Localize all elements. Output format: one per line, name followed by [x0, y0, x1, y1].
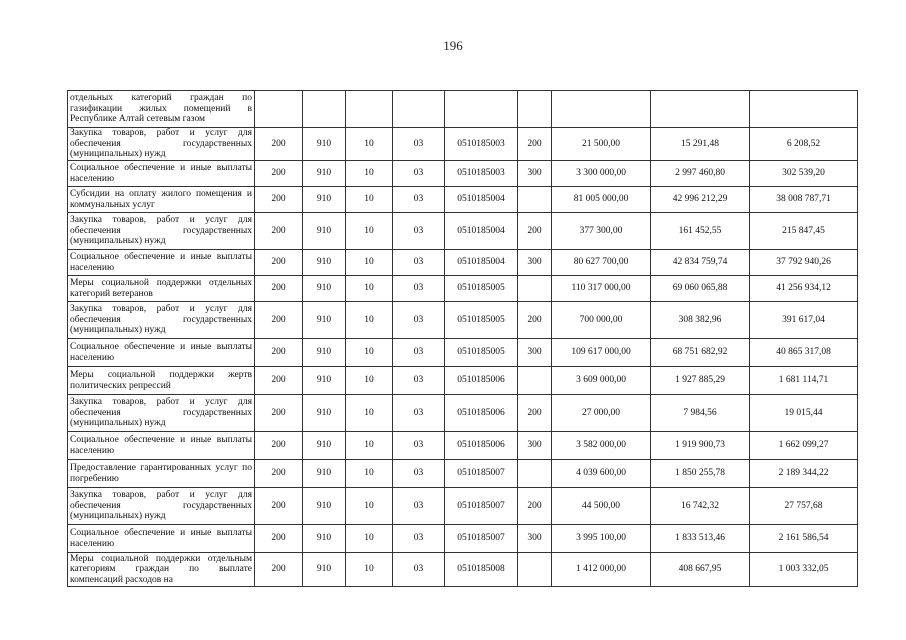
executed-amount-cell	[651, 91, 750, 128]
target-article-cell: 0510185006	[445, 367, 518, 395]
budget-code-cell: 200	[255, 367, 303, 395]
remaining-amount-cell: 2 161 586,54	[750, 525, 858, 553]
department-code-cell: 910	[303, 276, 346, 302]
table-row	[68, 250, 858, 276]
table-row	[68, 367, 858, 395]
department-code-cell: 910	[303, 525, 346, 553]
subsection-code-cell: 03	[393, 525, 445, 553]
expense-type-cell: 200	[518, 488, 552, 525]
department-code-cell: 910	[303, 302, 346, 339]
remaining-amount-cell: 1 003 332,05	[750, 553, 858, 587]
budget-code-cell: 200	[255, 161, 303, 187]
expense-type-cell: 300	[518, 432, 552, 460]
target-article-cell: 0510185007	[445, 460, 518, 488]
section-code-cell: 10	[346, 276, 393, 302]
department-code-cell	[303, 91, 346, 128]
subsection-code-cell: 03	[393, 213, 445, 250]
budget-code-cell: 200	[255, 525, 303, 553]
subsection-code-cell	[393, 91, 445, 128]
expense-description-cell: Закупка товаров, работ и услуг для обеспечения государственных (муниципальных) нужд	[68, 302, 255, 339]
section-code-cell: 10	[346, 432, 393, 460]
expense-description-cell: Меры социальной поддержки отдельным категориям граждан по выплате компенсаций расходов на	[68, 553, 255, 587]
executed-amount-cell: 408 667,95	[651, 553, 750, 587]
target-article-cell: 0510185006	[445, 395, 518, 432]
executed-amount-cell: 42 834 759,74	[651, 250, 750, 276]
executed-amount-cell: 1 850 255,78	[651, 460, 750, 488]
approved-amount-cell: 110 317 000,00	[552, 276, 651, 302]
section-code-cell: 10	[346, 553, 393, 587]
department-code-cell: 910	[303, 367, 346, 395]
target-article-cell: 0510185003	[445, 161, 518, 187]
budget-code-cell	[255, 91, 303, 128]
expense-type-cell: 300	[518, 250, 552, 276]
approved-amount-cell: 81 005 000,00	[552, 187, 651, 213]
executed-amount-cell: 308 382,96	[651, 302, 750, 339]
executed-amount-cell: 69 060 065,88	[651, 276, 750, 302]
subsection-code-cell: 03	[393, 128, 445, 161]
expense-type-cell: 300	[518, 161, 552, 187]
executed-amount-cell: 16 742,32	[651, 488, 750, 525]
subsection-code-cell: 03	[393, 432, 445, 460]
subsection-code-cell: 03	[393, 250, 445, 276]
section-code-cell: 10	[346, 302, 393, 339]
expense-description-cell: Социальное обеспечение и иные выплаты населению	[68, 525, 255, 553]
expense-description-cell: Закупка товаров, работ и услуг для обеспечения государственных (муниципальных) нужд	[68, 488, 255, 525]
budget-code-cell: 200	[255, 276, 303, 302]
approved-amount-cell: 3 582 000,00	[552, 432, 651, 460]
approved-amount-cell: 27 000,00	[552, 395, 651, 432]
executed-amount-cell: 1 919 900,73	[651, 432, 750, 460]
expense-type-cell	[518, 367, 552, 395]
budget-code-cell: 200	[255, 213, 303, 250]
executed-amount-cell: 1 927 885,29	[651, 367, 750, 395]
expense-description-cell: Закупка товаров, работ и услуг для обеспечения государственных (муниципальных) нужд	[68, 395, 255, 432]
executed-amount-cell: 2 997 460,80	[651, 161, 750, 187]
remaining-amount-cell: 1 681 114,71	[750, 367, 858, 395]
executed-amount-cell: 68 751 682,92	[651, 339, 750, 367]
expense-description-cell: Закупка товаров, работ и услуг для обеспечения государственных (муниципальных) нужд	[68, 213, 255, 250]
expense-description-cell: отдельных категорий граждан по газификации жилых помещений в Республике Алтай сетевым газом	[68, 91, 255, 128]
expense-description-cell: Социальное обеспечение и иные выплаты населению	[68, 339, 255, 367]
expense-type-cell	[518, 91, 552, 128]
expense-description-cell: Социальное обеспечение и иные выплаты населению	[68, 161, 255, 187]
expense-description-cell: Закупка товаров, работ и услуг для обеспечения государственных (муниципальных) нужд	[68, 128, 255, 161]
executed-amount-cell: 1 833 513,46	[651, 525, 750, 553]
expense-type-cell	[518, 276, 552, 302]
table-row	[68, 553, 858, 587]
budget-code-cell: 200	[255, 187, 303, 213]
section-code-cell: 10	[346, 460, 393, 488]
section-code-cell: 10	[346, 161, 393, 187]
section-code-cell: 10	[346, 128, 393, 161]
department-code-cell: 910	[303, 339, 346, 367]
approved-amount-cell: 377 300,00	[552, 213, 651, 250]
department-code-cell: 910	[303, 460, 346, 488]
budget-code-cell: 200	[255, 302, 303, 339]
budget-code-cell: 200	[255, 488, 303, 525]
remaining-amount-cell: 302 539,20	[750, 161, 858, 187]
target-article-cell	[445, 91, 518, 128]
section-code-cell: 10	[346, 367, 393, 395]
executed-amount-cell: 42 996 212,29	[651, 187, 750, 213]
subsection-code-cell: 03	[393, 395, 445, 432]
expense-type-cell: 200	[518, 395, 552, 432]
approved-amount-cell	[552, 91, 651, 128]
approved-amount-cell: 1 412 000,00	[552, 553, 651, 587]
target-article-cell: 0510185008	[445, 553, 518, 587]
approved-amount-cell: 700 000,00	[552, 302, 651, 339]
table-row	[68, 161, 858, 187]
table-row	[68, 488, 858, 525]
remaining-amount-cell	[750, 91, 858, 128]
remaining-amount-cell: 37 792 940,26	[750, 250, 858, 276]
expense-type-cell	[518, 553, 552, 587]
budget-code-cell: 200	[255, 553, 303, 587]
table-row	[68, 460, 858, 488]
remaining-amount-cell: 215 847,45	[750, 213, 858, 250]
expense-type-cell: 200	[518, 213, 552, 250]
table-row	[68, 525, 858, 553]
subsection-code-cell: 03	[393, 187, 445, 213]
remaining-amount-cell: 391 617,04	[750, 302, 858, 339]
department-code-cell: 910	[303, 128, 346, 161]
department-code-cell: 910	[303, 395, 346, 432]
target-article-cell: 0510185007	[445, 525, 518, 553]
approved-amount-cell: 3 995 100,00	[552, 525, 651, 553]
target-article-cell: 0510185006	[445, 432, 518, 460]
executed-amount-cell: 161 452,55	[651, 213, 750, 250]
table-row	[68, 213, 858, 250]
expense-description-cell: Меры социальной поддержки жертв политических репрессий	[68, 367, 255, 395]
target-article-cell: 0510185004	[445, 250, 518, 276]
page-number: 196	[443, 38, 463, 53]
subsection-code-cell: 03	[393, 161, 445, 187]
expense-description-cell: Социальное обеспечение и иные выплаты населению	[68, 250, 255, 276]
target-article-cell: 0510185005	[445, 302, 518, 339]
subsection-code-cell: 03	[393, 276, 445, 302]
department-code-cell: 910	[303, 250, 346, 276]
table-row	[68, 432, 858, 460]
expense-type-cell	[518, 187, 552, 213]
expense-type-cell: 300	[518, 525, 552, 553]
section-code-cell: 10	[346, 213, 393, 250]
table-row	[68, 128, 858, 161]
budget-code-cell: 200	[255, 395, 303, 432]
expense-description-cell: Предоставление гарантированных услуг по погребению	[68, 460, 255, 488]
executed-amount-cell: 15 291,48	[651, 128, 750, 161]
approved-amount-cell: 80 627 700,00	[552, 250, 651, 276]
approved-amount-cell: 3 300 000,00	[552, 161, 651, 187]
section-code-cell: 10	[346, 488, 393, 525]
table-row	[68, 276, 858, 302]
expense-description-cell: Субсидии на оплату жилого помещения и коммунальных услуг	[68, 187, 255, 213]
approved-amount-cell: 4 039 600,00	[552, 460, 651, 488]
target-article-cell: 0510185005	[445, 276, 518, 302]
subsection-code-cell: 03	[393, 339, 445, 367]
table-row	[68, 187, 858, 213]
target-article-cell: 0510185004	[445, 213, 518, 250]
budget-code-cell: 200	[255, 460, 303, 488]
section-code-cell: 10	[346, 250, 393, 276]
table-row	[68, 302, 858, 339]
approved-amount-cell: 21 500,00	[552, 128, 651, 161]
section-code-cell	[346, 91, 393, 128]
section-code-cell: 10	[346, 339, 393, 367]
department-code-cell: 910	[303, 161, 346, 187]
expense-type-cell	[518, 460, 552, 488]
budget-table	[67, 90, 858, 587]
budget-code-cell: 200	[255, 339, 303, 367]
remaining-amount-cell: 1 662 099,27	[750, 432, 858, 460]
subsection-code-cell: 03	[393, 302, 445, 339]
target-article-cell: 0510185005	[445, 339, 518, 367]
approved-amount-cell: 109 617 000,00	[552, 339, 651, 367]
target-article-cell: 0510185007	[445, 488, 518, 525]
expense-type-cell: 200	[518, 302, 552, 339]
remaining-amount-cell: 41 256 934,12	[750, 276, 858, 302]
budget-code-cell: 200	[255, 128, 303, 161]
subsection-code-cell: 03	[393, 488, 445, 525]
department-code-cell: 910	[303, 213, 346, 250]
table-row	[68, 395, 858, 432]
subsection-code-cell: 03	[393, 553, 445, 587]
subsection-code-cell: 03	[393, 367, 445, 395]
section-code-cell: 10	[346, 525, 393, 553]
remaining-amount-cell: 6 208,52	[750, 128, 858, 161]
table-row	[68, 91, 858, 128]
department-code-cell: 910	[303, 432, 346, 460]
expense-description-cell: Меры социальной поддержки отдельных категорий ветеранов	[68, 276, 255, 302]
department-code-cell: 910	[303, 187, 346, 213]
target-article-cell: 0510185004	[445, 187, 518, 213]
section-code-cell: 10	[346, 187, 393, 213]
expense-type-cell: 300	[518, 339, 552, 367]
remaining-amount-cell: 2 189 344,22	[750, 460, 858, 488]
approved-amount-cell: 3 609 000,00	[552, 367, 651, 395]
department-code-cell: 910	[303, 553, 346, 587]
budget-code-cell: 200	[255, 432, 303, 460]
department-code-cell: 910	[303, 488, 346, 525]
target-article-cell: 0510185003	[445, 128, 518, 161]
remaining-amount-cell: 19 015,44	[750, 395, 858, 432]
remaining-amount-cell: 27 757,68	[750, 488, 858, 525]
executed-amount-cell: 7 984,56	[651, 395, 750, 432]
expense-description-cell: Социальное обеспечение и иные выплаты населению	[68, 432, 255, 460]
remaining-amount-cell: 38 008 787,71	[750, 187, 858, 213]
expense-type-cell: 200	[518, 128, 552, 161]
remaining-amount-cell: 40 865 317,08	[750, 339, 858, 367]
table-row	[68, 339, 858, 367]
subsection-code-cell: 03	[393, 460, 445, 488]
budget-code-cell: 200	[255, 250, 303, 276]
approved-amount-cell: 44 500,00	[552, 488, 651, 525]
section-code-cell: 10	[346, 395, 393, 432]
